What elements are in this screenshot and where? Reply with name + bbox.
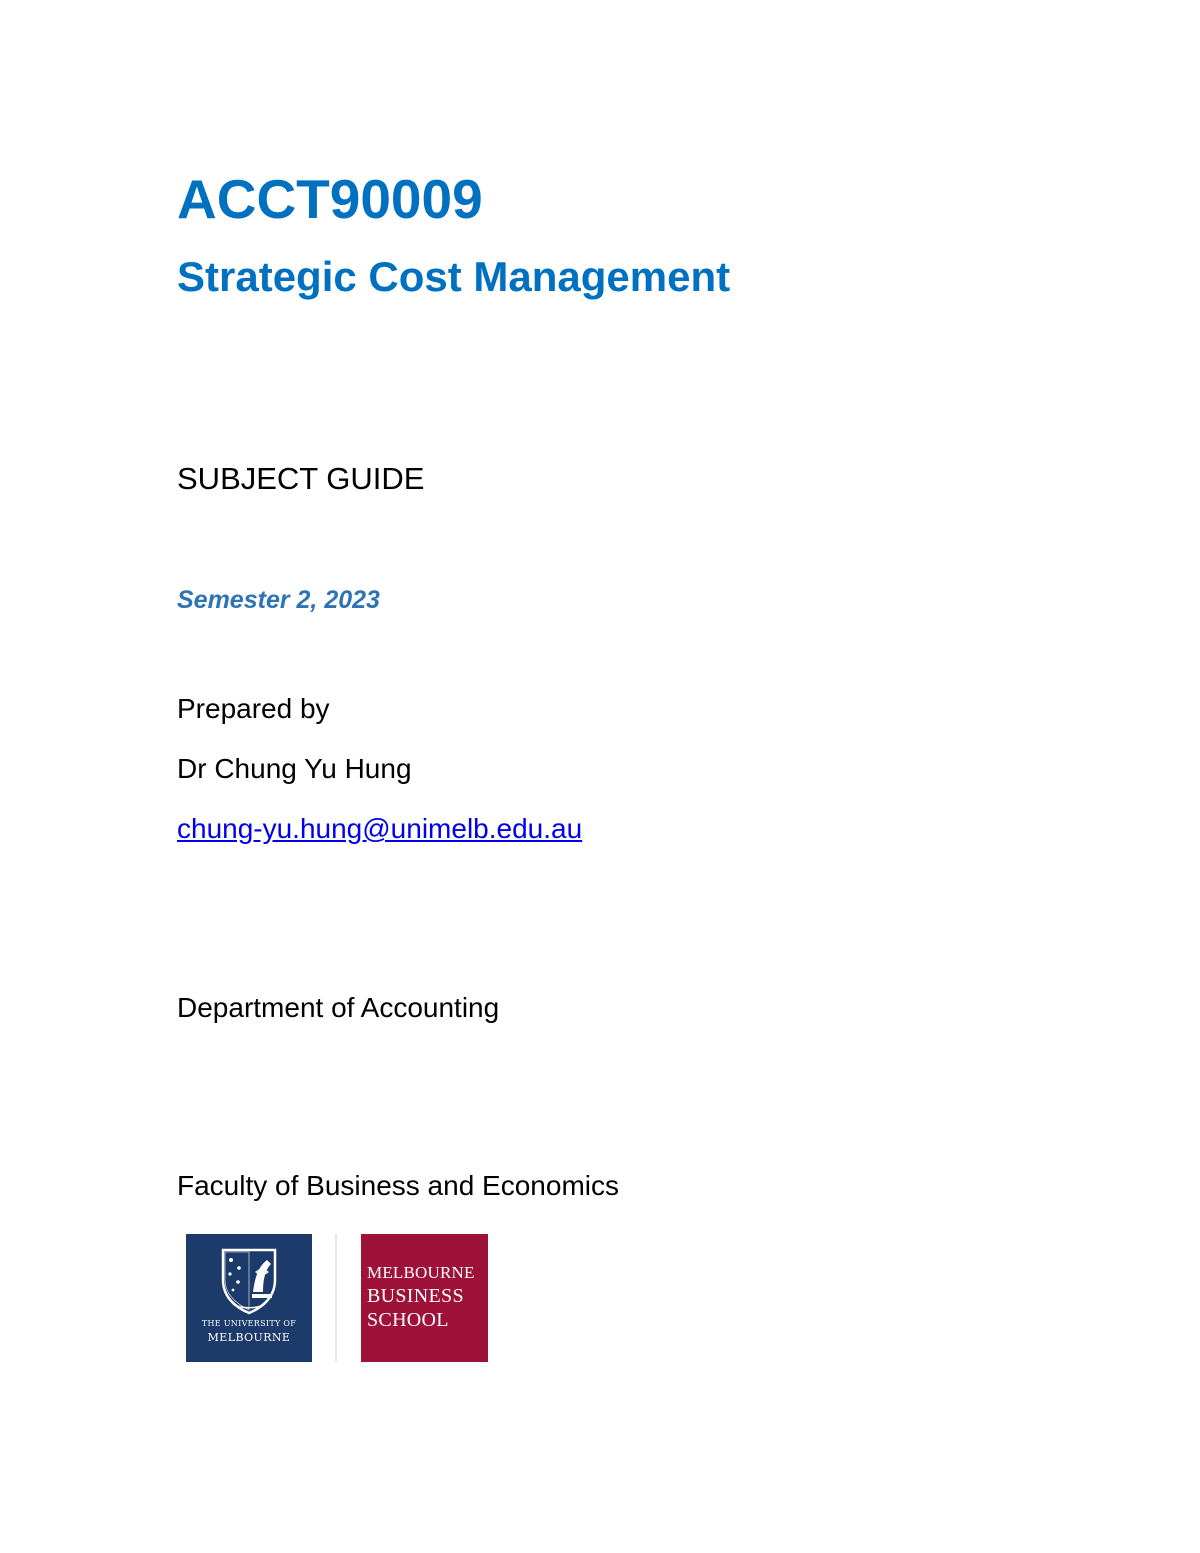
document-type: SUBJECT GUIDE bbox=[177, 461, 425, 496]
mbs-line-school: SCHOOL bbox=[367, 1309, 449, 1331]
logo-group bbox=[186, 1234, 488, 1362]
melbourne-business-school-logo bbox=[361, 1234, 488, 1362]
subject-title: Strategic Cost Management bbox=[177, 253, 731, 300]
university-crest-icon bbox=[219, 1246, 279, 1316]
author-email-link[interactable]: chung-yu.hung@unimelb.edu.au bbox=[177, 813, 583, 844]
subject-code: ACCT90009 bbox=[177, 168, 483, 230]
mbs-wordmark bbox=[367, 1264, 475, 1334]
faculty-label: Faculty of Business and Economics bbox=[177, 1170, 619, 1201]
mbs-line-business: BUSINESS bbox=[367, 1285, 464, 1307]
mbs-line-melbourne: MELBOURNE bbox=[367, 1263, 475, 1282]
prepared-by-label: Prepared by bbox=[177, 693, 330, 724]
university-big-text: MELBOURNE bbox=[207, 1331, 291, 1344]
logo-divider bbox=[335, 1234, 337, 1362]
university-small-text: THE UNIVERSITY OF bbox=[201, 1319, 297, 1328]
university-of-melbourne-logo bbox=[186, 1234, 312, 1362]
department-label: Department of Accounting bbox=[177, 992, 500, 1023]
semester-label: Semester 2, 2023 bbox=[177, 586, 380, 614]
author-name: Dr Chung Yu Hung bbox=[177, 753, 412, 784]
